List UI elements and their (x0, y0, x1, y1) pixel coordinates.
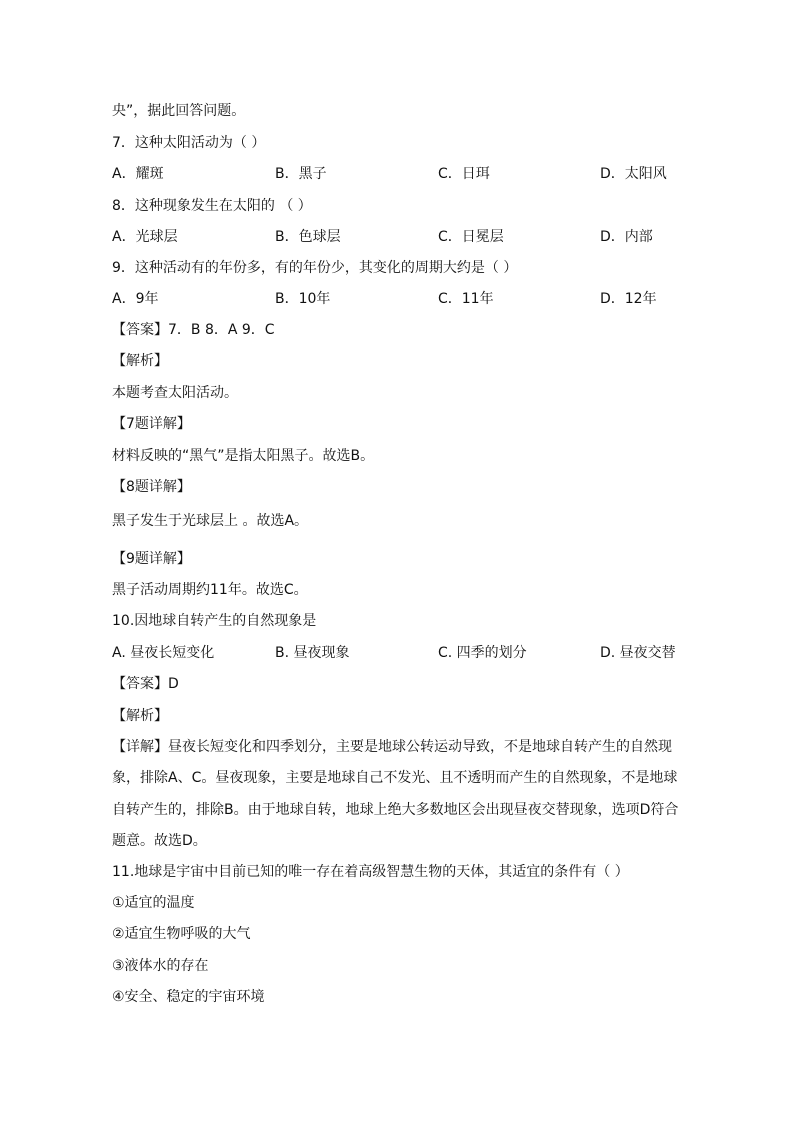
question-8-stem: 8．这种现象发生在太阳的 （ ） (112, 198, 312, 214)
detail-9-text: 黑子活动周期约11年。故选C。 (112, 582, 308, 598)
q8-option-a: A．光球层 (112, 229, 178, 245)
q11-item-3: ③液体水的存在 (112, 958, 209, 974)
q9-option-d: D．12年 (600, 291, 657, 307)
detail-10-line-2: 象，排除A、C。昼夜现象，主要是地球自己不发光、且不透明而产生的自然现象，不是地球 (112, 770, 678, 786)
detail-8-text: 黑子发生于光球层上 。故选A。 (112, 513, 309, 529)
q9-option-a: A．9年 (112, 291, 159, 307)
q10-option-d: D. 昼夜交替 (600, 645, 676, 661)
q8-option-d: D．内部 (600, 229, 653, 245)
q10-option-b: B. 昼夜现象 (275, 645, 350, 661)
analysis-text-7-9: 本题考查太阳活动。 (112, 385, 238, 401)
detail-9-heading: 【9题详解】 (112, 551, 191, 567)
question-9-stem: 9．这种活动有的年份多，有的年份少，其变化的周期大约是（ ） (112, 260, 518, 276)
q8-option-b: B．色球层 (275, 229, 341, 245)
answer-10: 【答案】D (112, 676, 179, 692)
q7-option-d: D．太阳风 (600, 166, 667, 182)
q8-option-c: C．日冕层 (438, 229, 504, 245)
detail-7-text: 材料反映的“黑气”是指太阳黑子。故选B。 (112, 448, 375, 464)
detail-10-line-3: 自转产生的，排除B。由于地球自转，地球上绝大多数地区会出现昼夜交替现象，选项D符合 (112, 802, 679, 818)
analysis-heading-10: 【解析】 (112, 708, 168, 724)
q11-item-1: ①适宜的温度 (112, 895, 195, 911)
q7-option-c: C．日珥 (438, 166, 490, 182)
detail-7-heading: 【7题详解】 (112, 416, 191, 432)
q10-option-c: C. 四季的划分 (438, 645, 527, 661)
answer-7-9: 【答案】7．B 8．A 9．C (112, 322, 275, 338)
detail-10-line-1: 【详解】昼夜长短变化和四季划分，主要是地球公转运动导致，不是地球自转产生的自然现 (112, 739, 672, 755)
q7-option-b: B．黑子 (275, 166, 327, 182)
intro-tail: 央”，据此回答问题。 (112, 103, 246, 119)
question-11-stem: 11.地球是宇宙中目前已知的唯一存在着高级智慧生物的天体，其适宜的条件有（ ） (112, 864, 629, 880)
q9-option-b: B．10年 (275, 291, 331, 307)
q10-option-a: A. 昼夜长短变化 (112, 645, 215, 661)
detail-8-heading: 【8题详解】 (112, 479, 191, 495)
q9-option-c: C．11年 (438, 291, 494, 307)
analysis-heading-7-9: 【解析】 (112, 353, 168, 369)
q11-item-4: ④安全、稳定的宇宙环境 (112, 989, 265, 1005)
detail-10-line-4: 题意。故选D。 (112, 833, 207, 849)
question-10-stem: 10.因地球自转产生的自然现象是 (112, 613, 317, 629)
question-7-stem: 7．这种太阳活动为（ ） (112, 135, 266, 151)
q7-option-a: A．耀斑 (112, 166, 164, 182)
q11-item-2: ②适宜生物呼吸的大气 (112, 926, 251, 942)
